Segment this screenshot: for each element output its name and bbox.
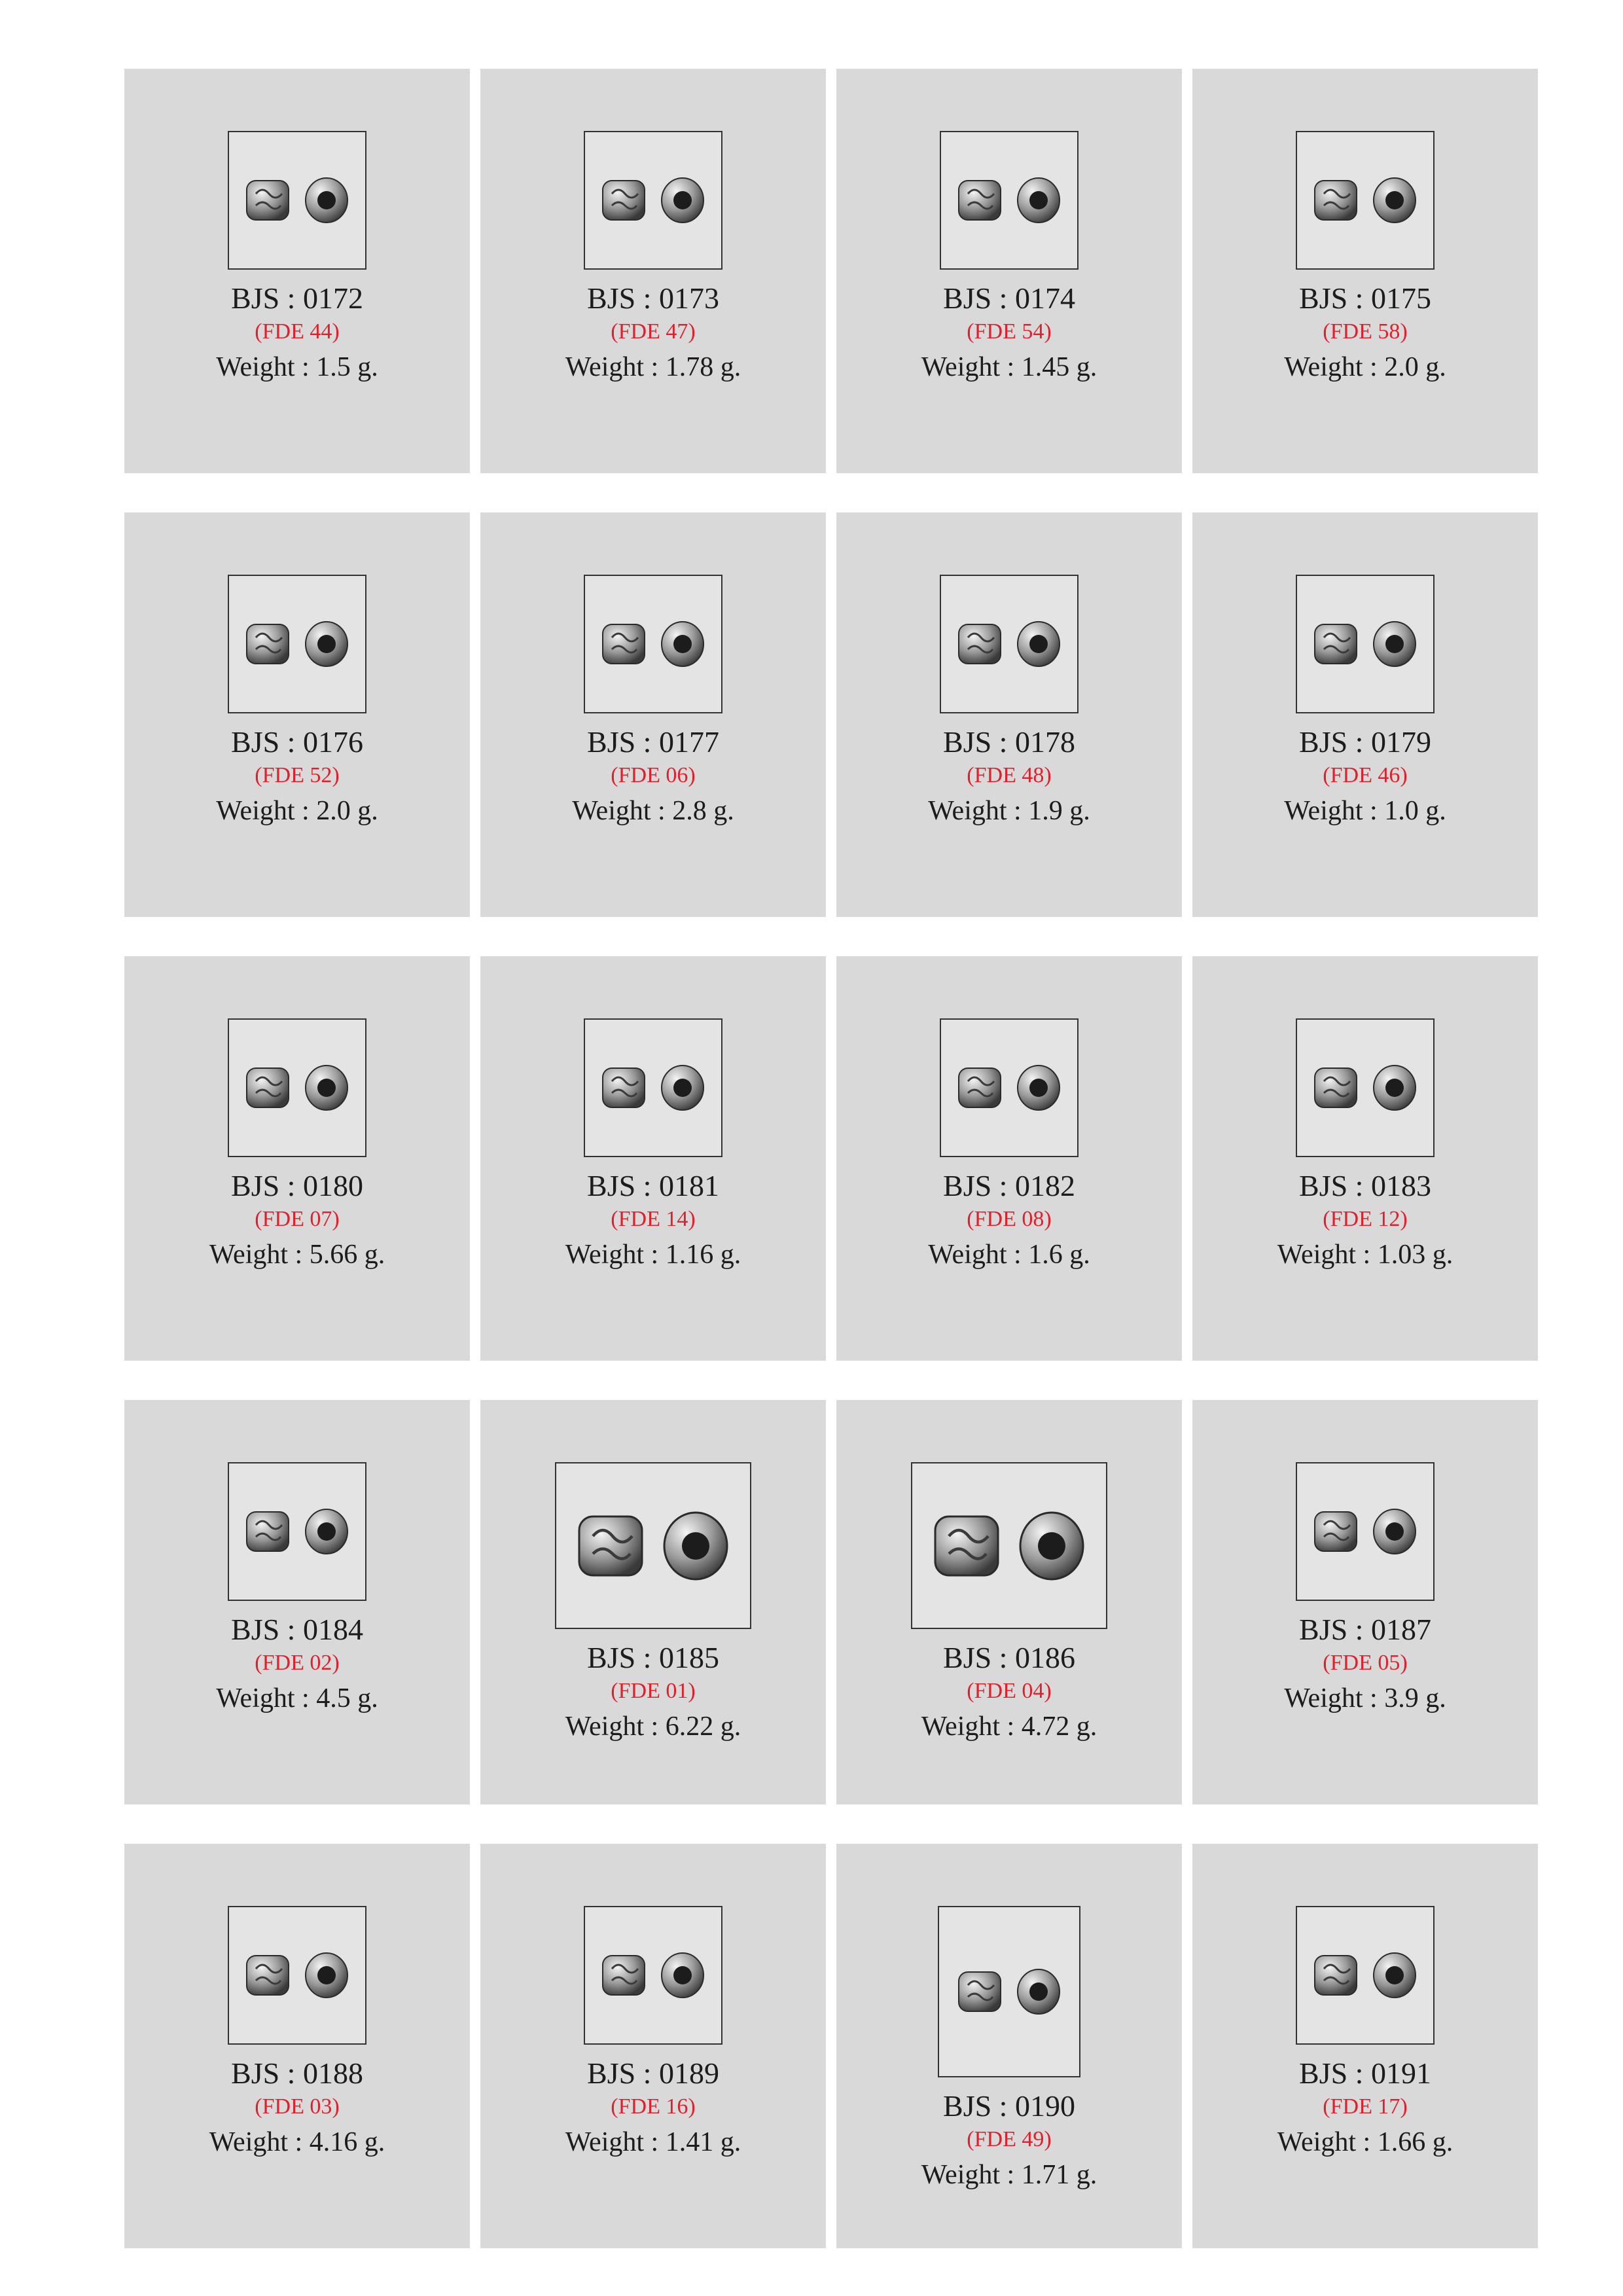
ring-bead-icon [300, 618, 353, 670]
product-photo [1296, 131, 1435, 270]
turtle-bead-icon [241, 1949, 294, 2001]
product-photo [228, 1906, 366, 2045]
product-weight: Weight : 1.5 g. [216, 351, 378, 382]
product-card [480, 1844, 826, 2248]
product-code: BJS : 0190 [943, 2089, 1075, 2123]
product-reference: (FDE 48) [967, 763, 1052, 788]
giraffe-bead-icon [1310, 174, 1362, 226]
product-card [124, 69, 470, 473]
product-code: BJS : 0182 [943, 1169, 1075, 1202]
product-card [1192, 512, 1538, 917]
flip-flop-dangle-icon [954, 1920, 1006, 2064]
product-photo [1296, 1906, 1435, 2045]
product-weight: Weight : 4.5 g. [216, 1683, 378, 1713]
product-code: BJS : 0191 [1299, 2056, 1431, 2090]
product-code: BJS : 0178 [943, 725, 1075, 759]
product-code: BJS : 0183 [1299, 1169, 1431, 1202]
product-weight: Weight : 1.66 g. [1277, 2126, 1454, 2157]
product-photo [584, 1906, 722, 2045]
product-code: BJS : 0173 [587, 281, 719, 315]
product-reference: (FDE 46) [1323, 763, 1408, 788]
product-code: BJS : 0185 [587, 1641, 719, 1674]
product-weight: Weight : 4.72 g. [921, 1711, 1097, 1742]
product-weight: Weight : 1.0 g. [1284, 795, 1446, 826]
product-reference: (FDE 02) [255, 1651, 340, 1676]
product-card [124, 1400, 470, 1804]
product-reference: (FDE 54) [967, 319, 1052, 344]
product-card [1192, 69, 1538, 473]
product-weight: Weight : 2.8 g. [572, 795, 734, 826]
product-weight: Weight : 1.16 g. [565, 1239, 741, 1270]
product-weight: Weight : 1.78 g. [565, 351, 741, 382]
product-card [480, 69, 826, 473]
bee-bead-icon [241, 1505, 294, 1558]
product-reference: (FDE 06) [611, 763, 696, 788]
product-card [480, 1400, 826, 1804]
house-bead-icon [597, 1949, 650, 2001]
ring-bead-icon [300, 174, 353, 226]
product-code: BJS : 0172 [231, 281, 363, 315]
product-reference: (FDE 17) [1323, 2094, 1408, 2119]
starfish-bead-icon [1310, 1505, 1362, 1558]
product-card [480, 956, 826, 1361]
product-weight: Weight : 1.03 g. [1277, 1239, 1454, 1270]
product-weight: Weight : 1.6 g. [928, 1239, 1090, 1270]
product-reference: (FDE 44) [255, 319, 340, 344]
product-photo [228, 1462, 366, 1601]
apple-bead-icon [1310, 618, 1362, 670]
product-card [836, 69, 1182, 473]
product-photo [228, 575, 366, 713]
product-reference: (FDE 16) [611, 2094, 696, 2119]
product-weight: Weight : 3.9 g. [1284, 1683, 1446, 1713]
product-weight: Weight : 1.41 g. [565, 2126, 741, 2157]
product-card [1192, 1844, 1538, 2248]
product-photo [228, 1018, 366, 1157]
turtle-bead-icon [300, 1949, 353, 2001]
teapot-bead-icon [1310, 1949, 1362, 2001]
ring-bead-icon [1012, 1062, 1065, 1114]
ring-bead-icon [1012, 174, 1065, 226]
product-reference: (FDE 08) [967, 1207, 1052, 1232]
clover-bead-icon [597, 174, 650, 226]
product-weight: Weight : 2.0 g. [1284, 351, 1446, 382]
product-card [124, 956, 470, 1361]
product-photo [228, 131, 366, 270]
flip-flop-dangle-icon [1012, 1920, 1065, 2064]
product-weight: Weight : 2.0 g. [216, 795, 378, 826]
dotted-bead-icon [954, 618, 1006, 670]
product-code: BJS : 0177 [587, 725, 719, 759]
ring-bead-icon [656, 1949, 709, 2001]
product-code: BJS : 0176 [231, 725, 363, 759]
product-code: BJS : 0174 [943, 281, 1075, 315]
product-weight: Weight : 1.9 g. [928, 795, 1090, 826]
product-photo [584, 575, 722, 713]
product-photo [555, 1462, 751, 1629]
product-reference: (FDE 01) [611, 1679, 696, 1704]
product-grid [124, 69, 1538, 2248]
conch-shell-bead-icon [1012, 1480, 1091, 1611]
ring-bead-icon [1368, 1505, 1421, 1558]
product-photo [584, 131, 722, 270]
textured-bead-icon [954, 1062, 1006, 1114]
product-photo [1296, 575, 1435, 713]
product-weight: Weight : 1.45 g. [921, 351, 1097, 382]
seahorse-back-icon [656, 1480, 735, 1611]
product-photo [911, 1462, 1107, 1629]
product-weight: Weight : 1.71 g. [921, 2159, 1097, 2190]
product-card [836, 1844, 1182, 2248]
product-photo [940, 131, 1079, 270]
ring-bead-icon [1368, 174, 1421, 226]
product-card [836, 956, 1182, 1361]
product-code: BJS : 0187 [1299, 1613, 1431, 1646]
product-weight: Weight : 6.22 g. [565, 1711, 741, 1742]
ring-bead-icon [656, 1062, 709, 1114]
square-bead-engraved-icon [241, 174, 294, 226]
product-code: BJS : 0188 [231, 2056, 363, 2090]
product-reference: (FDE 14) [611, 1207, 696, 1232]
product-weight: Weight : 4.16 g. [209, 2126, 385, 2157]
product-code: BJS : 0175 [1299, 281, 1431, 315]
product-code: BJS : 0180 [231, 1169, 363, 1202]
product-code: BJS : 0179 [1299, 725, 1431, 759]
product-photo [584, 1018, 722, 1157]
product-code: BJS : 0189 [587, 2056, 719, 2090]
product-card [1192, 956, 1538, 1361]
treble-clef-bead-icon [241, 618, 294, 670]
owl-bead-icon [1310, 1062, 1362, 1114]
barrel-bead-icon [597, 1062, 650, 1114]
product-reference: (FDE 12) [1323, 1207, 1408, 1232]
product-card [1192, 1400, 1538, 1804]
product-card [124, 512, 470, 917]
seahorse-bead-icon [571, 1480, 650, 1611]
ornate-bead-icon [597, 618, 650, 670]
ring-bead-icon [656, 174, 709, 226]
ring-bead-icon [656, 618, 709, 670]
product-reference: (FDE 07) [255, 1207, 340, 1232]
starfish-bead-icon [954, 174, 1006, 226]
product-reference: (FDE 05) [1323, 1651, 1408, 1676]
product-card [480, 512, 826, 917]
product-code: BJS : 0184 [231, 1613, 363, 1646]
product-reference: (FDE 52) [255, 763, 340, 788]
dotted-bead-icon [1012, 618, 1065, 670]
product-card [836, 1400, 1182, 1804]
product-reference: (FDE 47) [611, 319, 696, 344]
product-photo [1296, 1462, 1435, 1601]
ring-bead-icon [1368, 1062, 1421, 1114]
product-weight: Weight : 5.66 g. [209, 1239, 385, 1270]
shell-bead-icon [300, 1505, 353, 1558]
ring-bead-icon [1368, 1949, 1421, 2001]
ring-bead-icon [300, 1062, 353, 1114]
product-code: BJS : 0181 [587, 1169, 719, 1202]
product-reference: (FDE 49) [967, 2127, 1052, 2152]
product-photo [940, 1018, 1079, 1157]
ring-bead-icon [1368, 618, 1421, 670]
product-card [124, 1844, 470, 2248]
product-photo [1296, 1018, 1435, 1157]
conch-shell-bead-icon [927, 1480, 1006, 1611]
product-photo [940, 575, 1079, 713]
product-reference: (FDE 03) [255, 2094, 340, 2119]
product-card [836, 512, 1182, 917]
product-reference: (FDE 04) [967, 1679, 1052, 1704]
product-photo [938, 1906, 1080, 2077]
product-reference: (FDE 58) [1323, 319, 1408, 344]
product-code: BJS : 0186 [943, 1641, 1075, 1674]
swirl-bead-icon [241, 1062, 294, 1114]
